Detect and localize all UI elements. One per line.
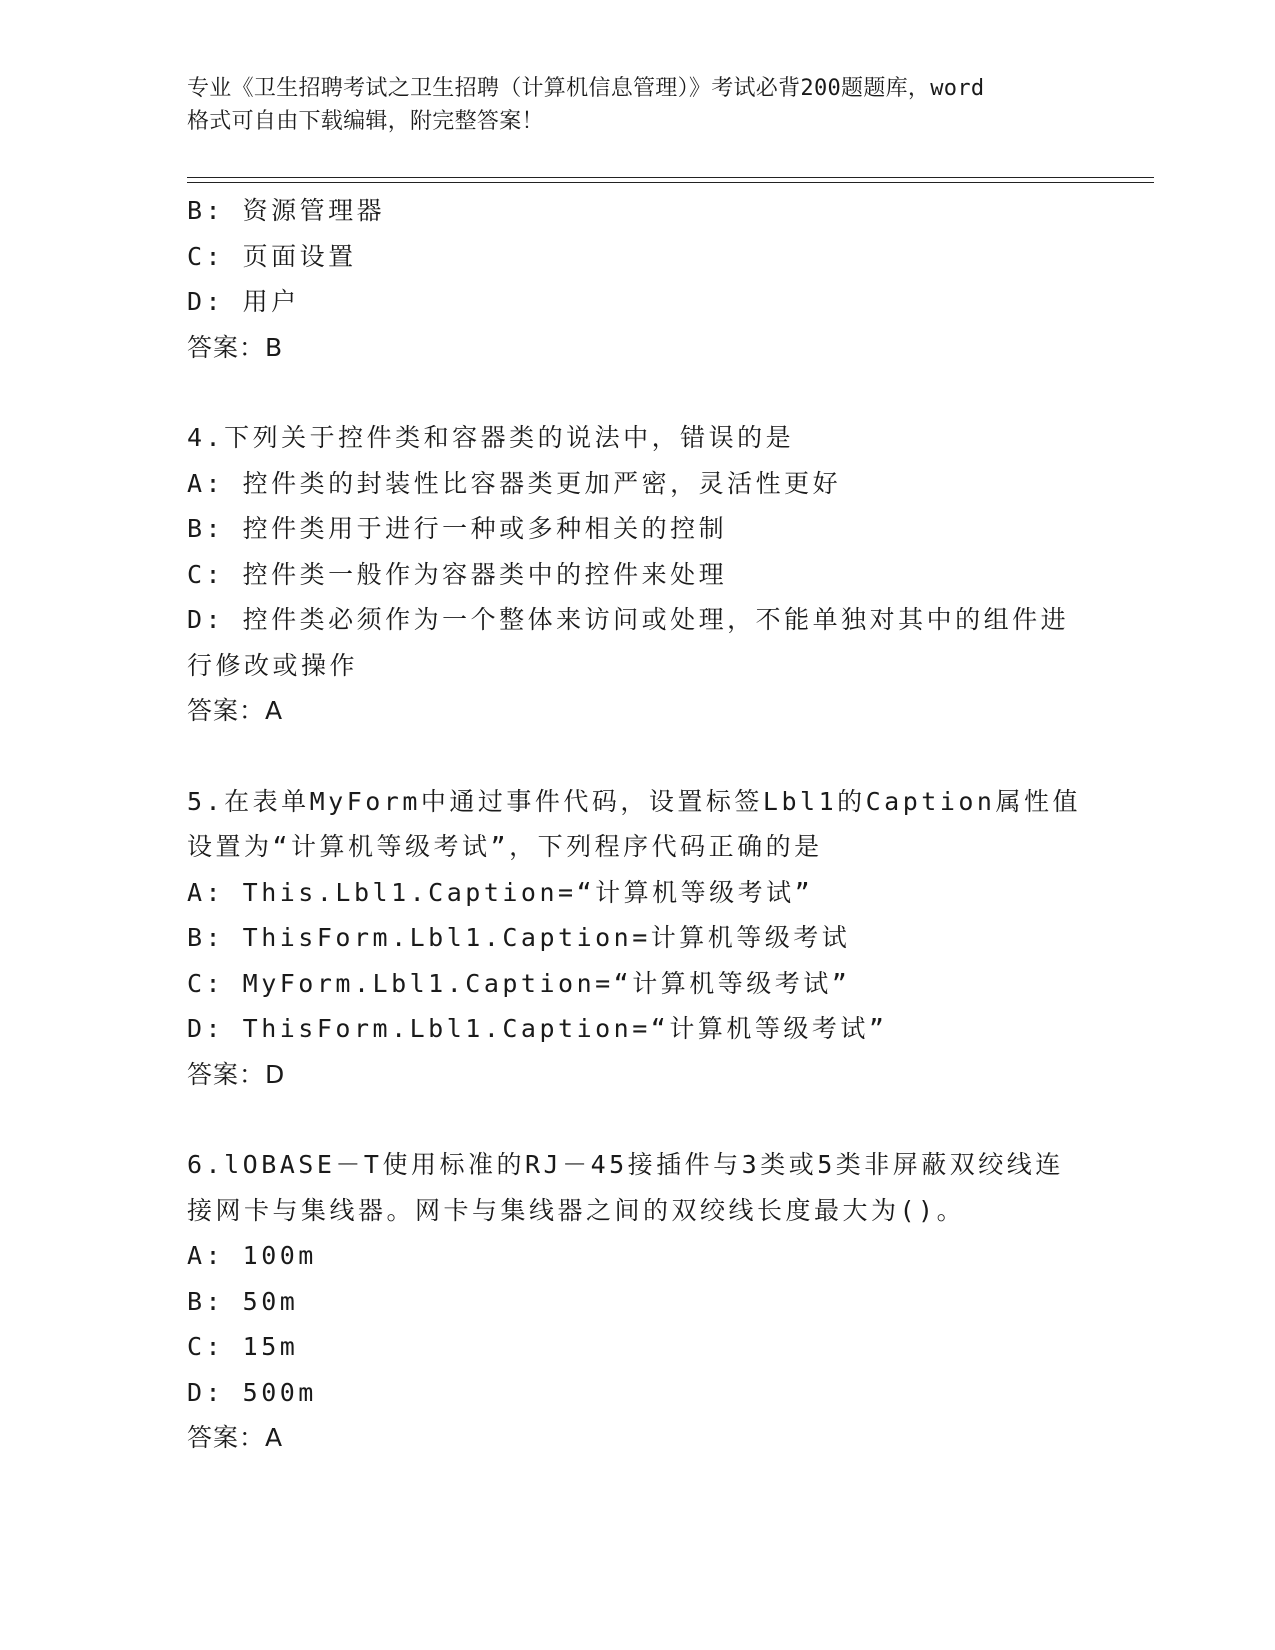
option-c: C: 控件类一般作为容器类中的控件来处理 (187, 559, 728, 589)
question-content (187, 188, 1087, 1461)
header-divider-top (187, 177, 1154, 178)
option-a: A: 100m (187, 1241, 317, 1270)
option-c: C: 15m (187, 1332, 299, 1361)
option-b: B: ThisForm.Lbl1.Caption=计算机等级考试 (187, 923, 851, 952)
question-5 (187, 779, 1087, 1098)
header-line-2: 格式可自由下载编辑，附完整答案！ (187, 109, 544, 134)
header-line-1: 专业《卫生招聘考试之卫生招聘（计算机信息管理）》考试必背200题题库，word (187, 76, 985, 101)
option-d: D: ThisForm.Lbl1.Caption=“计算机等级考试” (187, 1014, 888, 1043)
question-text-line-1: 5.在表单MyForm中通过事件代码，设置标签Lbl1的Caption属性值 (187, 786, 1081, 816)
option-b: B: 资源管理器 (187, 196, 386, 225)
answer: 答案：D (187, 1059, 286, 1089)
option-d: D: 用户 (187, 287, 300, 316)
question-4 (187, 415, 1087, 734)
question-text: 4.下列关于控件类和容器类的说法中，错误的是 (187, 423, 795, 452)
question-text-line-2: 接网卡与集线器。网卡与集线器之间的双绞线长度最大为()。 (187, 1195, 966, 1225)
question-text-line-2: 设置为“计算机等级考试”，下列程序代码正确的是 (187, 832, 823, 861)
option-d: D: 500m (187, 1377, 317, 1407)
option-c: C: MyForm.Lbl1.Caption=“计算机等级考试” (187, 968, 851, 998)
answer: 答案：B (187, 332, 284, 362)
document-header (187, 72, 1087, 138)
option-a: A: 控件类的封装性比容器类更加严密，灵活性更好 (187, 468, 842, 498)
question-text-line-1: 6.lOBASE－T使用标准的RJ－45接插件与3类或5类非屏蔽双绞线连 (187, 1150, 1064, 1179)
header-divider-bottom (187, 182, 1154, 183)
option-a: A: This.Lbl1.Caption=“计算机等级考试” (187, 877, 814, 907)
question-3 (187, 188, 1087, 370)
option-d-continued: 行修改或操作 (187, 650, 359, 680)
answer: 答案：A (187, 696, 284, 725)
answer: 答案：A (187, 1423, 284, 1452)
option-b: B: 控件类用于进行一种或多种相关的控制 (187, 514, 728, 543)
option-b: B: 50m (187, 1286, 299, 1316)
option-d: D: 控件类必须作为一个整体来访问或处理，不能单独对其中的组件进 (187, 605, 1070, 634)
question-6 (187, 1142, 1087, 1461)
option-c: C: 页面设置 (187, 241, 357, 271)
